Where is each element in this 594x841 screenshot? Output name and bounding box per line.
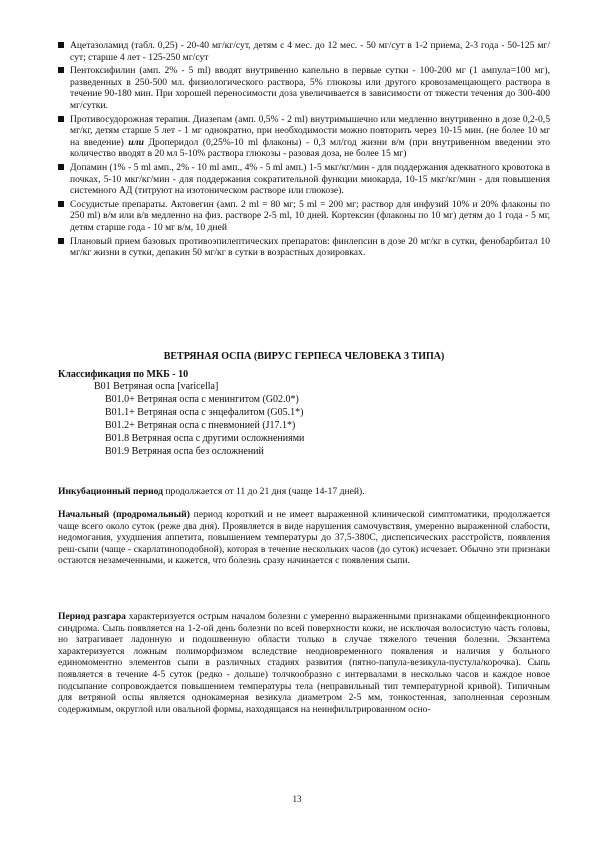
square-bullet-icon [58,238,64,244]
square-bullet-icon [58,201,64,207]
prodromal-paragraph [58,509,550,567]
bullet-text: Сосудистые препараты. Актовегин (амп. 2 ml = 80 мг; 5 ml = 200 мг; раствор для инфузий 10% и 20% флаконы по 250 ml) в/м или в/в медленно на физ. растворе 2-5 ml, 10 дней. Кортексин (флаконы по 10 мг) детям до 1 года - 5 мг, детям старше года - 10 мг в/м, 10 дней [70,198,550,233]
classification-title: Классификация по МКБ - 10 [58,369,189,380]
bullet-emphasis: или [128,136,144,148]
classification-item: B01.1+ Ветряная оспа с энцефалитом (G05.1*) [105,406,304,418]
bullet-vascular [58,199,550,234]
incubation-paragraph [58,486,550,498]
bullet-pentoxifylline [58,65,550,111]
square-bullet-icon [58,116,64,122]
peak-paragraph [58,611,550,715]
bullet-text: Пентоксифилин (амп. 2% - 5 ml) вводят внутривенно капельно в первые сутки - 100-200 мг (1 ампула=100 мг), разведенных в 250-500 мл. физиологического раствора, 5% глюкозы или другого кровозамещающего раствора в течение 90-180 мин. При хорошей переносимости доза увеличивается в зависимости от тяжести течения до 300-400 мг/сутки. [70,65,550,111]
square-bullet-icon [58,164,64,170]
square-bullet-icon [58,67,64,73]
bullet-text: Плановый прием базовых противоэпилептических препаратов: финлепсин в дозе 20 мг/кг в сутки, фенобарбитал 10 мг/кг жизни в сутки, депакин 50 мг/кг в сутки в возрастных дозировках. [70,235,550,259]
classification-list [94,381,534,458]
bullet-dopamine [58,162,550,197]
classification-item: B01.2+ Ветряная оспа с пневмонией (J17.1*) [105,419,296,431]
classification-item: B01 Ветряная оспа [varicella] [94,381,219,392]
bullet-text: Дроперидол (0,25%-10 ml флаконы) - 0,3 мл/год жизни в/м (при внутривенном введении это количество вводят в 20 мл 5-10% раствора глюкозы - разовая доза, не более 15 мг) [70,136,550,160]
section-title: ВЕТРЯНАЯ ОСПА (ВИРУС ГЕРПЕСА ЧЕЛОВЕКА 3 ТИПА) [163,351,445,362]
classification-item: B01.0+ Ветряная оспа с менингитом (G02.0*) [105,393,299,405]
classification-item: B01.8 Ветряная оспа с другими осложнениями [105,432,305,444]
bullet-antiepileptic [58,236,550,259]
peak-label: Период разгара [58,611,126,622]
prodromal-label: Начальный (продромальный) [58,509,190,520]
bullet-text: Допамин (1% - 5 ml амп., 2% - 10 ml амп., 4% - 5 ml амп.) 1-5 мкг/кг/мин - для поддержания адекватного кровотока в почках, 5-10 мкг/кг/мин - для поддержания сократительной функции миокарда, 10-15 мкг/кг/мин - для повышения системного АД (титруют на изотоническом растворе или глюкозе). [70,161,550,197]
square-bullet-icon [58,42,64,48]
bullet-anticonvulsant [58,114,550,160]
bullet-acetazolamide [58,40,550,63]
bullet-text: Противосудорожная терапия. Диазепам (амп. 0,5% - 2 ml) внутримышечно или медленно внутривенно в дозе 0,2-0,5 мг/кг, детям старше 5 лет - 1 мг однократно, при необходимости можно повторить через 10-15 мин. (не более 10 мг на введение) [70,113,550,148]
incubation-label: Инкубационный период [58,486,163,497]
bullet-text: Ацетазоламид (табл. 0,25) - 20-40 мг/кг/сут, детям с 4 мес. до 12 мес. - 50 мг/сут в 1-2 приема, 2-3 года - 50-125 мг/сут; старше 4 лет - 125-250 мг/сут [70,40,550,63]
page-number: 13 [292,794,302,804]
incubation-text: продолжается от 11 до 21 дня (чаще 14-17 дней). [163,486,365,497]
treatment-bullet-list [58,40,550,261]
prodromal-text: период короткий и не имеет выраженной клинической симптоматики, продолжается чаще всего около суток (реже два дня). Проявляется в виде нарушения самочувствия, умеренно выраженной слабости, недомогания, ухудшения аппетита, повышением температуры до 37,5-380С, диспепсических расстройств, появления реш-сыпи (чаще - скарлатиноподобной), которая в течение нескольких часов (до суток) исчезает. Обычно эти признаки остаются незамеченными, и кажется, что болезнь сразу начинается с появления сыпи. [58,509,550,567]
classification-item: B01.9 Ветряная оспа без осложнений [105,445,264,457]
peak-text: характеризуется острым началом болезни с умеренно выраженными признаками общеинфекционного синдрома. Сыпь появляется на 1-2-ой день болезни по всей поверхности кожи, не исключая волосистую часть головы, но затрагивает ладонную и подошвенную области только в случае тяжелого течения болезни. Экзантема характеризуется ложным полиморфизмом вследствие неодновременного появления и наличия у больного единомоментно элементов сыпи в различных стадиях развития (пятно-папула-везикула-пустула/корочка). Сыпь появляется в течение 4-5 суток (редко - дольше) толчкообразно с интервалами в несколько часов и каждое новое подсыпание сопровождается повышением температуры тела (неправильный тип температурной кривой). Типичным для ветряной оспы является однокамерная везикула диаметром 2-5 мм, тонкостенная, заполненная серозным содержимым, округлой или овальной формы, находящаяся на неинфильтрированном осно- [58,611,550,715]
